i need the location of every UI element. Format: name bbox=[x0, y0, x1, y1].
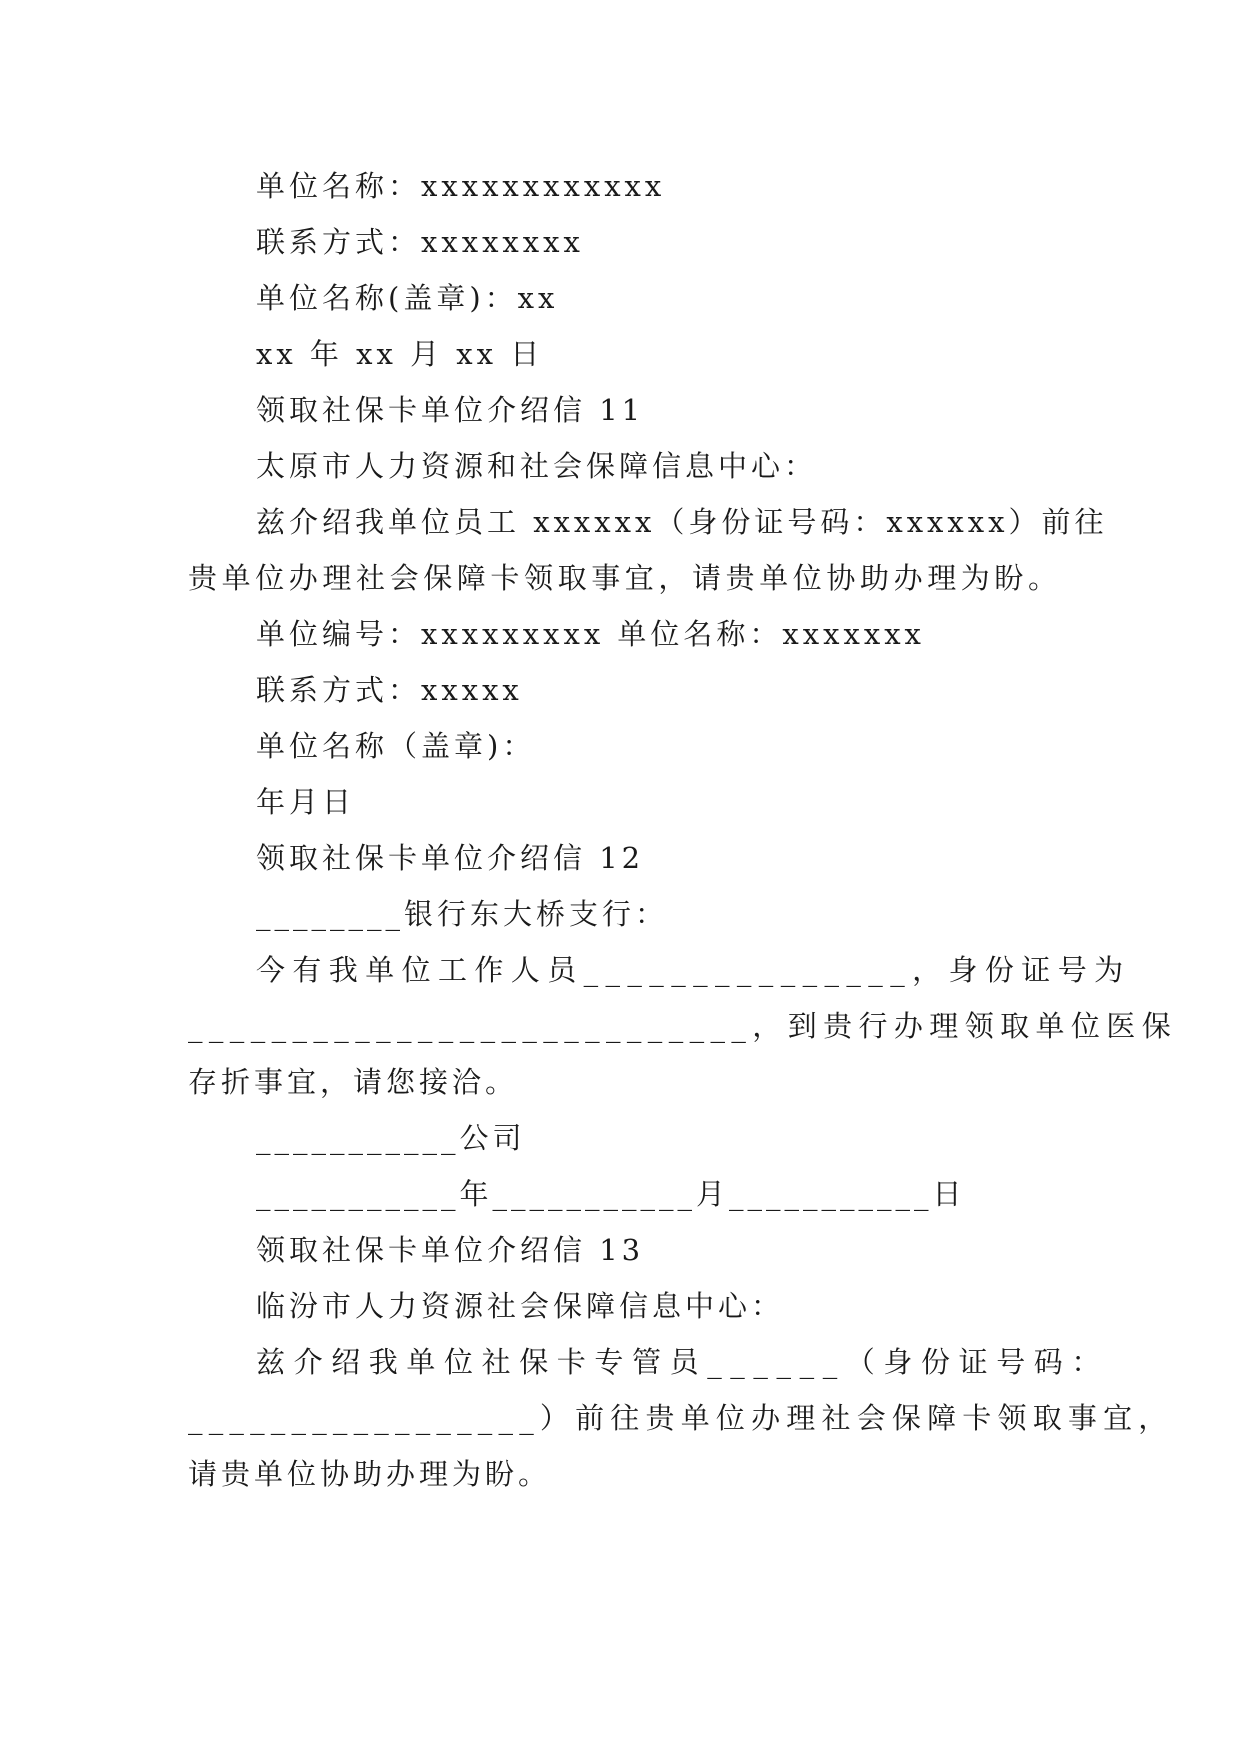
unit-seal-line: 单位名称(盖章)：xx bbox=[256, 281, 559, 315]
letter-11-addressee: 太原市人力资源和社会保障信息中心： bbox=[256, 449, 818, 483]
letter-11-body-line-2: 贵单位办理社会保障卡领取事宜，请贵单位协助办理为盼。 bbox=[188, 561, 1062, 595]
letter-11-title: 领取社保卡单位介绍信 11 bbox=[256, 393, 645, 427]
unit-name-line: 单位名称：xxxxxxxxxxxx bbox=[256, 169, 666, 203]
letter-11-unit-number-line: 单位编号：xxxxxxxxx 单位名称：xxxxxxx bbox=[256, 617, 925, 651]
letter-13-title: 领取社保卡单位介绍信 13 bbox=[256, 1233, 645, 1267]
letter-12-title: 领取社保卡单位介绍信 12 bbox=[256, 841, 645, 875]
letter-12-body-line-2: ___________________________，到贵行办理领取单位医保 bbox=[188, 1009, 1178, 1043]
letter-13-body-line-2: _________________）前往贵单位办理社会保障卡领取事宜， bbox=[188, 1401, 1174, 1435]
letter-11-body-line-1: 兹介绍我单位员工 xxxxxx（身份证号码：xxxxxx）前往 bbox=[256, 505, 1108, 539]
contact-line: 联系方式：xxxxxxxx bbox=[256, 225, 584, 259]
letter-13-body-line-1: 兹介绍我单位社保卡专管员______（身份证号码： bbox=[256, 1345, 1110, 1379]
letter-11-contact-line: 联系方式：xxxxx bbox=[256, 673, 523, 707]
letter-13-addressee: 临汾市人力资源社会保障信息中心： bbox=[256, 1289, 785, 1323]
letter-13-body-line-3: 请贵单位协助办理为盼。 bbox=[188, 1457, 552, 1491]
letter-12-date-line: ___________年___________月___________日 bbox=[256, 1177, 966, 1211]
letter-12-company-line: ___________公司 bbox=[256, 1121, 526, 1155]
letter-12-addressee: ________银行东大桥支行： bbox=[256, 897, 669, 931]
letter-12-body-line-3: 存折事宜，请您接洽。 bbox=[188, 1065, 519, 1099]
letter-11-date-line: 年月日 bbox=[256, 785, 356, 819]
letter-11-seal-line: 单位名称（盖章)： bbox=[256, 729, 536, 763]
date-line: xx 年 xx 月 xx 日 bbox=[256, 337, 544, 371]
letter-12-body-line-1: 今有我单位工作人员_______________，身份证号为 bbox=[256, 953, 1131, 987]
